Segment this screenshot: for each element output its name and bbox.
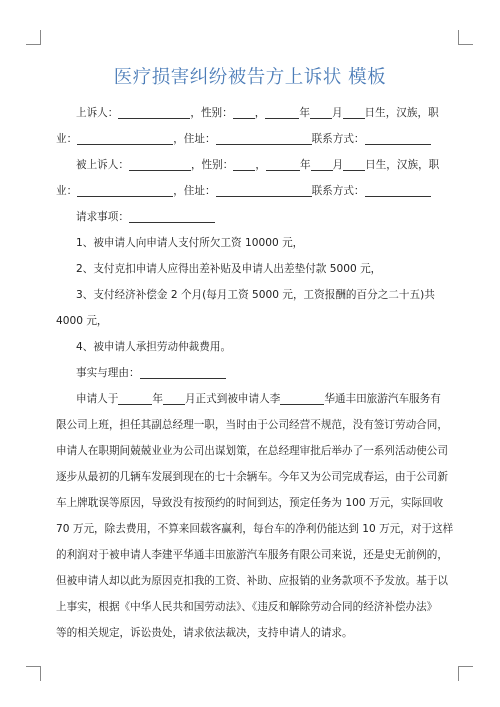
facts-line: 车上牌耽误等原因，导致没有按预约的时间到达，预定任务为 100 万元，实际回收 [56,497,444,509]
appellee-day-blank[interactable] [343,156,365,171]
appellant-gender-label: ，性别： [190,107,233,119]
appellee-address-label: ，住址： [173,185,216,197]
appellee-occupation-blank[interactable] [77,182,173,197]
claim-item: 1、被申请人向申请人支付所欠工资 10000 元， [76,237,304,249]
appellee-address-blank[interactable] [216,182,312,197]
appellant-year-unit: 年 [299,107,310,119]
appellant-month-blank[interactable] [310,104,332,119]
crop-mark-top-left [26,30,41,45]
facts-line: 申请人在职期间兢兢业业为公司出谋划策，在总经理审批后举办了一系列活动使公司 [56,445,448,457]
facts-line: 但被申请人却以此为原因克扣我的工资、补助、应报销的业务款项不予发放。基于以 [56,575,448,587]
appellee-label: 被上诉人： [76,159,129,171]
crop-mark-top-right [458,30,473,45]
appellee-month-blank[interactable] [311,156,333,171]
appellant-label: 上诉人： [76,107,119,119]
appellee-line-2 [56,178,428,204]
facts-text: 年 [152,393,163,405]
facts-line: 70 万元，除去费用，不算来回载客赢利，每台车的净利仍能达到 10 万元，对于这样 [56,523,454,535]
appellee-contact-label: 联系方式： [311,185,365,197]
appellee-line-1 [76,152,440,178]
appellee-occupation-label: 业： [56,185,78,197]
appellant-address-blank[interactable] [216,130,312,145]
facts-line: 等的相关规定，诉讼贵处，请求依法裁决，支持申请人的请求。 [56,627,353,639]
document-title: 医疗损害纠纷被告方上诉状 模板 [113,67,387,88]
appellant-address-label: ，住址： [173,133,216,145]
facts-blank[interactable] [140,364,226,379]
appellant-line-2 [56,126,428,152]
appellee-birth-ethnic: 日生，汉族，职 [365,159,440,171]
appellant-day-blank[interactable] [343,104,365,119]
facts-label: 事实与理由： [76,367,140,379]
claim-item: 2、支付克扣申请人应得出差补贴及申请人出差垫付款 5000 元， [76,263,382,275]
appellee-year-blank[interactable] [266,156,300,171]
crop-mark-bottom-right [458,666,473,681]
facts-year-blank[interactable] [118,390,152,405]
claim-item: 3、支付经济补偿金 2 个月(每月工资 5000 元，工资报酬的百分之二十五)共 [76,289,435,301]
facts-line: 逐步从最初的几辆车发展到现在的七十余辆车。今年又为公司完成春运，由于公司新 [56,471,448,483]
claims-blank[interactable] [129,208,215,223]
appellant-month-unit: 月 [331,107,343,119]
appellant-birth-ethnic: 日生，汉族，职 [364,107,439,119]
appellant-comma: ， [254,107,266,119]
appellant-name-blank[interactable] [118,104,190,119]
appellee-year-unit: 年 [299,159,311,171]
facts-line: 限公司上班，担任其副总经理一职，当时由于公司经营不规范，没有签订劳动合同， [56,419,448,431]
claim-item: 4、被申请人承担劳动仲裁费用。 [76,341,232,353]
appellee-gender-label: ，性别： [190,159,234,171]
appellant-occupation-label: 业： [56,133,78,145]
claims-label: 请求事项： [76,211,129,223]
appellant-occupation-blank[interactable] [77,130,173,145]
appellant-line-1 [76,100,439,126]
facts-text: 申请人于 [76,393,119,405]
facts-line: 上事实，根据《中华人民共和国劳动法》、《违反和解除劳动合同的经济补偿办法》 [56,601,438,613]
facts-name-blank[interactable] [280,390,324,405]
facts-first-line [76,386,441,412]
claims-heading [76,204,428,230]
appellee-contact-blank[interactable] [365,182,431,197]
appellant-gender-blank[interactable] [233,104,255,119]
crop-mark-bottom-left [26,666,41,681]
appellant-contact-label: 联系方式： [311,133,365,145]
appellee-gender-blank[interactable] [233,156,255,171]
facts-text: 月正式到被申请人李 [184,393,281,405]
appellee-month-unit: 月 [332,159,344,171]
appellee-name-blank[interactable] [129,156,191,171]
document-body [56,100,454,646]
facts-line: 的利润对于被申请人李建平华通丰田旅游汽车服务有限公司来说，还是史无前例的， [56,549,448,561]
facts-heading [76,360,428,386]
appellee-comma: ， [255,159,266,171]
claim-item-continued: 4000 元， [56,315,108,327]
facts-month-blank[interactable] [163,390,185,405]
facts-text: 华通丰田旅游汽车服务有 [324,393,441,405]
appellant-year-blank[interactable] [265,104,299,119]
appellant-contact-blank[interactable] [365,130,431,145]
